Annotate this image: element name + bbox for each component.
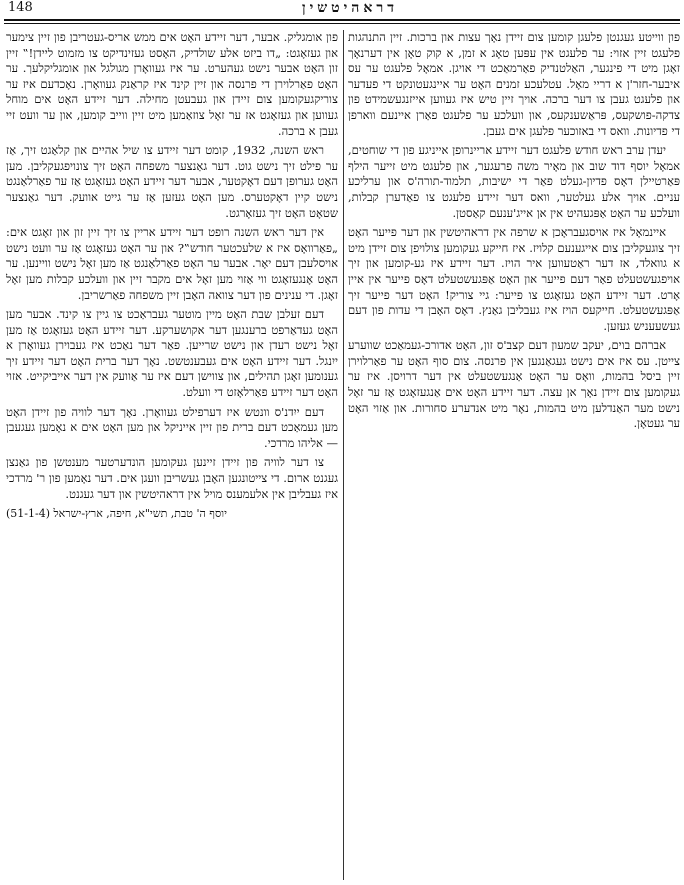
right-paragraph-4: אברהם בוים, יעקב שמעון דעם קצב'ס זון, האָט אדורכ-געמאַכט שווערע צייטן. עס איז אים נישט געגאַנגען אין פרנסה. צום סוף האָט ער פאַרלוירן זיין ביסל בהמות, וואָס ער האָט אַנגעשטעלט אין דער דרויסן. איז ער געקומען צום זיידן נאָך אן עצה. דער זיידע האָט אים אַנגעזאָגט אַז ער זאָל נישט מער האַנדלען מיט בהמות, נאָר מיט אנדערע סחורות. און אַזוי האָט ער געטאָן.: [348, 338, 680, 431]
right-column: [348, 30, 680, 880]
right-paragraph-3: איינמאָל איז אויסגעבראָכן א שרפה אין דראהיטשין און דער פייער האָט זיך צוגעקליבן צום אייגענעם קלויז. איז חייקע געקומען צולויפן צום זיידן מיט א גוואלד, אז דער ראַטעווען איר הויז. דער זיידע איז גע-קומען און זיך אויפגעשטעלט פאַר דעם פייער און האָט אַפּגעשטעלט דאָס פייער אין איין אָרט. דער זיידע האָט געזאָגט צו פייער: גיי צוריק! האָט דער פייער זיך אַפּגעשטעלט. חייקעס הויז איז געבליבן גאַנץ. דאָס האָבן די עדות פון דעם געשעעניש געזען.: [348, 225, 680, 333]
signature-text: יוסף ה' טבת, תשי"א, חיפה, ארץ-ישראל (51-1-4): [6, 507, 227, 521]
left-paragraph-1: פון אומגליק. אבער, דער זיידע האָט אים ממש אריס-געטריבן פון זיין צימער און געזאָגט: „דו ביזט אלע שולדיק, האָסט געזינדיקט צו מזמוט ליידן!‟ זיין זון האָט אבער נישט געהערט. ער איז געוואָרן מגולגל און אומגליקלעך. ער האָט פאַרלוירן די פרנסה און זיין קינד איז קראַנק געוואָרן. נאָכדעם איז ער צוריקגעקומען צום זיידן און געבעטן מחילה. דער זיידע האָט אים מוחל געווען און געזאָגט אז ער זאָל צוזאַמען מיט זיין ווייב קומען, און ער וועט זיי געבן א ברכה.: [6, 30, 338, 138]
left-paragraph-6: צו דער לוויה פון זיידן זיינען געקומען הונדערטער מענטשן פון גאַנצן געגנט ארום. די צייטונגען האָבן געשריבן וועגן אים. דער נאָמען פון ר' מרדכי איז געבליבן אין אלעמענס מויל אין דראהיטשין און דער געגנט.: [6, 455, 338, 501]
page-number: 148: [8, 0, 33, 15]
right-paragraph-1: פון ווייטע געגנטן פלעגן קומען צום זיידן נאָך עצות און ברכות. זיין התנהגות פלעגט זיין אזוי: ער פלעגט אין עפּען טאָג א זמן, א קוק טאָן אין דערנאָך זאָגן מיט די פינגער, האַלטנדיק פאַרמאַכט די אויגן. אמאָל פלעגט ער עס איבער-חזר'ן א דריי מאָל. עטלעכע זמנים האָט ער איינגעטונקט די פעדער און פלעגט געבן צו דער ברכה. אויך זיין טיש איז געווען אייזנגעשמידט פון צדקה-פושקעס, פּראַשענקעס, און וועלכע ער פלעגט פאַרן איינעם ווארפן די פדיונות. וואס די באזוכער פלעגן אים געבן.: [348, 30, 680, 138]
page-header: [0, 0, 684, 18]
left-paragraph-4: דעם זעלבן שבת האָט מיין מוטער געבראַכט צו גיין צו קינד. אבער מען האָט געדאַרפט ברענגען דער אקושערקע. דער זיידע האָט געזאָגט אַז מען זאָל נישט רעדן און נישט שרייען. פאַר דער נאַכט איז געבוירן געוואָרן א ייִנגל. דער זיידע האָט אים געבענטשט. נאָך דער ברית האָט דער זיידע זיך גענומען זאָגן תהילים, און צווישן דעם איז ער אַוועק אין דער אייביקייט. אזוי האָט דער זיידע פאַרלאָזט די וועלט.: [6, 307, 338, 400]
left-paragraph-5: דעם ייִדנ'ס וונטש איז דערפילט געוואָרן. נאָך דער לוויה פון זיידן האָט מען געמאַכט דעם ברית פון זיין אייניקל און מען האָט אים א נאָמען געגעבן — אליהו מרדכי.: [6, 404, 338, 450]
left-paragraph-3: אין דער ראש השנה רופט דער זיידע אריין צו זיך זיין זון און זאָגט אים: „פאַרוואָס איז א שלעכטער חודש‟? און ער האָט געזאָגט אַז ער וועט נישט אויסלעבן דעם יאָר. אבער ער האָט פאַרלאַנגט אַז מען זאָל נישט וויינען. ער האָט אָנגעזאָגט ווי אַזוי מען זאָל אים מקבר זיין און וועלכע קבלות מען זאָל זאָגן. די ענינים פון דער צוואה האָבן זיין משפחה פאַרשריבן.: [6, 225, 338, 302]
left-column: [6, 30, 338, 880]
header-rule-thin: [4, 23, 680, 24]
header-rule: [4, 19, 680, 21]
right-paragraph-2: יעדן ערב ראש חודש פלעגט דער זיידע אריינרופן אייניגע פון די שוחטים, אמאָל יוסף דוד שוב און מאָיר משה פרעגער, און פלעגט מיט זייער הילף פּאַרטיילן דאָס פדיון-געלט פאַר די ישיבות, תלמוד-תורה'ס און ערליכע עניים. אויך אלע געלטער, וואס דער זיידע פלעגט צו פאַדערן קבלות, וועלכע ער האָט אַפּגעהיט אין אן אייג'ענעם קאַסטן.: [348, 143, 680, 220]
left-paragraph-2: ראש השנה, 1932, קומט דער זיידע צו שיל אהיים און קלאַגט זיך, אַז ער פילט זיך נישט גוט. דער גאַנצער משפחה האָט זיך צונויפגעקליבן. מען האָט גערופן דעם דאָקטער, אבער דער זיידע האָט געזאָגט אַז ער פאַרלאַנגט נישט קיין דאָקטערס. מען האָט געזען אַז ער גייט אוועק. דער גאַנצער שטאָט האָט זיך געזאָרגט.: [6, 143, 338, 220]
column-divider: [343, 30, 344, 880]
signature-line: [6, 506, 338, 522]
running-title: דראהיטשין: [302, 0, 398, 16]
